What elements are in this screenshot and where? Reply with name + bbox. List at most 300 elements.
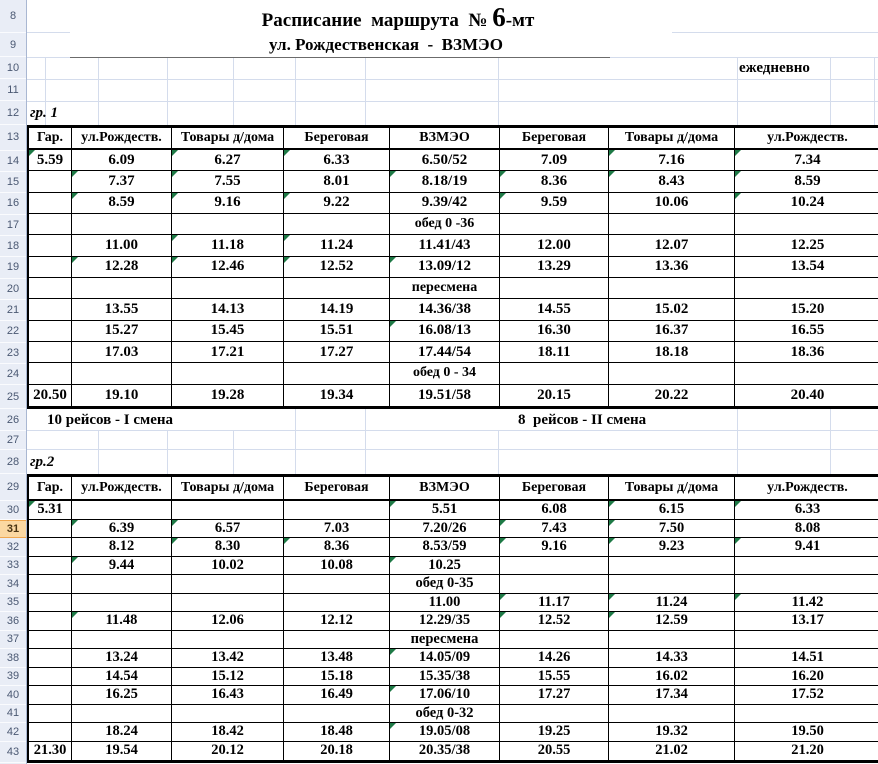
row-number-cell[interactable]: 9 (0, 33, 26, 57)
time-cell[interactable]: 15.18 (284, 668, 390, 687)
time-cell[interactable]: 10.06 (609, 193, 735, 214)
lunch-break-cell[interactable]: обед 0 -36 (390, 214, 500, 235)
time-cell[interactable]: 12.06 (172, 612, 284, 631)
time-cell[interactable]: 10.25 (390, 557, 500, 576)
group1-label-cell[interactable]: гр. 1 (30, 105, 59, 121)
empty-cell[interactable] (29, 278, 72, 299)
time-cell[interactable]: 20.12 (172, 742, 284, 761)
summary-shift1-cell[interactable]: 10 рейсов - I смена (47, 412, 174, 428)
time-cell[interactable]: 19.51/58 (390, 385, 500, 406)
time-cell[interactable]: 8.12 (72, 538, 172, 557)
time-cell[interactable]: 16.37 (609, 321, 735, 342)
column-header[interactable]: ул.Рождеств. (735, 128, 878, 150)
time-cell[interactable]: 7.09 (500, 150, 609, 171)
cell-error-marker-icon (735, 538, 741, 544)
row-number-cell[interactable]: 28 (0, 450, 26, 474)
empty-cell[interactable] (72, 705, 172, 724)
column-header[interactable]: Гар. (29, 477, 72, 501)
gridline (167, 430, 168, 474)
column-header[interactable]: Товары д/дома (172, 477, 284, 501)
time-cell[interactable]: 5.31 (29, 501, 72, 520)
time-cell[interactable]: 12.52 (284, 257, 390, 278)
time-cell[interactable]: 10.24 (735, 193, 878, 214)
row-number-cell[interactable]: 8 (0, 0, 26, 33)
row-number-cell[interactable]: 21 (0, 300, 26, 321)
time-cell[interactable]: 19.34 (284, 385, 390, 406)
group2-label-cell[interactable]: гр.2 (30, 454, 55, 470)
time-cell[interactable]: 20.18 (284, 742, 390, 761)
time-cell[interactable]: 14.26 (500, 649, 609, 668)
time-cell[interactable]: 12.29/35 (390, 612, 500, 631)
empty-cell[interactable] (29, 557, 72, 576)
time-cell[interactable]: 17.44/54 (390, 342, 500, 363)
time-cell[interactable]: 17.21 (172, 342, 284, 363)
time-cell[interactable]: 8.59 (72, 193, 172, 214)
time-cell[interactable]: 20.35/38 (390, 742, 500, 761)
cell-error-marker-icon (284, 150, 290, 156)
time-cell[interactable]: 15.20 (735, 299, 878, 320)
time-cell[interactable]: 6.08 (500, 501, 609, 520)
empty-cell[interactable] (609, 575, 735, 594)
time-cell[interactable]: 19.50 (735, 723, 878, 742)
summary-shift2-cell[interactable]: 8 рейсов - II смена (518, 412, 647, 428)
empty-cell[interactable] (735, 557, 878, 576)
row-number-cell[interactable]: 25 (0, 385, 26, 409)
row-number-cell[interactable]: 12 (0, 101, 26, 125)
time-cell[interactable]: 9.59 (500, 193, 609, 214)
time-cell[interactable]: 18.36 (735, 342, 878, 363)
time-cell[interactable]: 12.59 (609, 612, 735, 631)
empty-cell[interactable] (72, 575, 172, 594)
time-cell[interactable]: 9.44 (72, 557, 172, 576)
empty-cell[interactable] (29, 612, 72, 631)
time-cell[interactable]: 14.19 (284, 299, 390, 320)
column-header[interactable]: Береговая (284, 128, 390, 150)
time-cell[interactable]: 8.43 (609, 171, 735, 192)
row-number-cell[interactable]: 24 (0, 364, 26, 385)
cell-error-marker-icon (72, 612, 78, 618)
time-cell[interactable]: 19.28 (172, 385, 284, 406)
empty-cell[interactable] (172, 705, 284, 724)
time-cell[interactable]: 8.30 (172, 538, 284, 557)
cell-error-marker-icon (284, 257, 290, 263)
empty-cell[interactable] (29, 342, 72, 363)
empty-cell[interactable] (284, 278, 390, 299)
column-header[interactable]: ВЗМЭО (390, 128, 500, 150)
cell-error-marker-icon (172, 235, 178, 241)
time-cell[interactable]: 11.24 (284, 235, 390, 256)
empty-cell[interactable] (500, 575, 609, 594)
empty-cell[interactable] (29, 631, 72, 650)
row-number-cell[interactable]: 38 (0, 649, 26, 668)
row-number-cell[interactable]: 20 (0, 279, 26, 300)
empty-cell[interactable] (735, 631, 878, 650)
time-cell[interactable]: 15.35/38 (390, 668, 500, 687)
cell-error-marker-icon (72, 257, 78, 263)
time-cell[interactable]: 9.16 (500, 538, 609, 557)
time-cell[interactable]: 18.42 (172, 723, 284, 742)
row-number-cell[interactable]: 18 (0, 236, 26, 257)
cell-error-marker-icon (29, 150, 35, 156)
time-cell[interactable]: 19.05/08 (390, 723, 500, 742)
time-cell[interactable]: 19.25 (500, 723, 609, 742)
time-cell[interactable]: 20.55 (500, 742, 609, 761)
row-number-cell[interactable]: 10 (0, 57, 26, 79)
daily-note-cell[interactable]: ежедневно (739, 60, 810, 76)
lunch-break-cell[interactable]: обед 0-35 (390, 575, 500, 594)
row-number-cell[interactable]: 15 (0, 172, 26, 193)
time-cell[interactable]: 12.00 (500, 235, 609, 256)
gridline (737, 409, 738, 474)
time-cell[interactable]: 14.36/38 (390, 299, 500, 320)
empty-cell[interactable] (29, 668, 72, 687)
time-cell[interactable]: 8.36 (500, 171, 609, 192)
row-number-cell[interactable]: 27 (0, 431, 26, 450)
empty-cell[interactable] (609, 278, 735, 299)
time-cell[interactable]: 13.55 (72, 299, 172, 320)
time-cell[interactable]: 17.27 (500, 686, 609, 705)
empty-cell[interactable] (72, 501, 172, 520)
time-cell[interactable]: 17.06/10 (390, 686, 500, 705)
time-cell[interactable]: 5.59 (29, 150, 72, 171)
time-cell[interactable]: 20.15 (500, 385, 609, 406)
empty-cell[interactable] (172, 575, 284, 594)
title-text: Расписание маршрута № (261, 10, 493, 31)
time-cell[interactable]: 16.02 (609, 668, 735, 687)
empty-cell[interactable] (284, 575, 390, 594)
empty-cell[interactable] (72, 214, 172, 235)
schedule-table-group1 (27, 125, 878, 409)
empty-cell[interactable] (172, 631, 284, 650)
time-cell[interactable]: 7.16 (609, 150, 735, 171)
empty-cell[interactable] (284, 705, 390, 724)
empty-cell[interactable] (609, 705, 735, 724)
row-number-cell[interactable]: 23 (0, 343, 26, 364)
cell-error-marker-icon (390, 649, 396, 655)
empty-cell[interactable] (172, 594, 284, 613)
selected-row-number[interactable]: 31 (0, 520, 26, 539)
time-cell[interactable]: 11.48 (72, 612, 172, 631)
time-cell[interactable]: 11.00 (72, 235, 172, 256)
gridline (295, 409, 296, 474)
time-cell[interactable]: 16.08/13 (390, 321, 500, 342)
time-cell[interactable]: 10.02 (172, 557, 284, 576)
time-cell[interactable]: 9.39/42 (390, 193, 500, 214)
time-cell[interactable]: 11.18 (172, 235, 284, 256)
time-cell[interactable]: 9.16 (172, 193, 284, 214)
empty-cell[interactable] (72, 363, 172, 384)
empty-cell[interactable] (172, 501, 284, 520)
time-cell[interactable]: 6.50/52 (390, 150, 500, 171)
column-header[interactable]: ВЗМЭО (390, 477, 500, 501)
time-cell[interactable]: 7.43 (500, 520, 609, 539)
time-cell[interactable]: 13.09/12 (390, 257, 500, 278)
cell-error-marker-icon (72, 520, 78, 526)
gridline (498, 57, 499, 125)
time-cell[interactable]: 15.45 (172, 321, 284, 342)
lunch-break-cell[interactable]: обед 0-32 (390, 705, 500, 724)
time-cell[interactable]: 20.50 (29, 385, 72, 406)
time-cell[interactable]: 8.18/19 (390, 171, 500, 192)
empty-cell[interactable] (735, 363, 878, 384)
time-cell[interactable]: 17.27 (284, 342, 390, 363)
time-cell[interactable]: 12.12 (284, 612, 390, 631)
time-cell[interactable]: 21.30 (29, 742, 72, 761)
lunch-break-cell[interactable]: обед 0 - 34 (390, 363, 500, 384)
empty-cell[interactable] (609, 631, 735, 650)
empty-cell[interactable] (29, 649, 72, 668)
empty-cell[interactable] (29, 321, 72, 342)
time-cell[interactable]: 8.36 (284, 538, 390, 557)
empty-cell[interactable] (29, 363, 72, 384)
empty-cell[interactable] (609, 557, 735, 576)
cell-error-marker-icon (735, 501, 741, 507)
row-number-cell[interactable]: 22 (0, 321, 26, 342)
time-cell[interactable]: 16.55 (735, 321, 878, 342)
empty-cell[interactable] (284, 501, 390, 520)
cell-error-marker-icon (500, 171, 506, 177)
row-number-cell[interactable]: 30 (0, 501, 26, 520)
empty-cell[interactable] (72, 594, 172, 613)
empty-cell[interactable] (29, 686, 72, 705)
empty-cell[interactable] (29, 575, 72, 594)
row-number-cell[interactable]: 14 (0, 151, 26, 172)
cell-error-marker-icon (500, 520, 506, 526)
time-cell[interactable]: 9.41 (735, 538, 878, 557)
time-cell[interactable]: 17.03 (72, 342, 172, 363)
time-cell[interactable]: 7.03 (284, 520, 390, 539)
empty-cell[interactable] (284, 594, 390, 613)
time-cell[interactable]: 14.33 (609, 649, 735, 668)
time-cell[interactable]: 12.46 (172, 257, 284, 278)
time-cell[interactable]: 16.20 (735, 668, 878, 687)
time-cell[interactable]: 9.22 (284, 193, 390, 214)
empty-cell[interactable] (735, 705, 878, 724)
empty-cell[interactable] (172, 278, 284, 299)
empty-cell[interactable] (29, 520, 72, 539)
column-header[interactable]: ул.Рождеств. (72, 128, 172, 150)
time-cell[interactable]: 12.25 (735, 235, 878, 256)
empty-cell[interactable] (284, 631, 390, 650)
time-cell[interactable]: 6.15 (609, 501, 735, 520)
time-cell[interactable]: 5.51 (390, 501, 500, 520)
empty-cell[interactable] (72, 278, 172, 299)
row-number-cell[interactable]: 41 (0, 705, 26, 724)
time-cell[interactable]: 8.59 (735, 171, 878, 192)
cell-error-marker-icon (500, 594, 506, 600)
gridline (98, 430, 99, 474)
time-cell[interactable]: 9.23 (609, 538, 735, 557)
time-cell[interactable]: 6.09 (72, 150, 172, 171)
column-header[interactable]: ул.Рождеств. (735, 477, 878, 501)
row-number-cell[interactable]: 37 (0, 631, 26, 650)
time-cell[interactable]: 12.52 (500, 612, 609, 631)
title-suffix: -мт (505, 10, 535, 31)
time-cell[interactable]: 18.24 (72, 723, 172, 742)
time-cell[interactable]: 8.01 (284, 171, 390, 192)
time-cell[interactable]: 19.54 (72, 742, 172, 761)
time-cell[interactable]: 20.22 (609, 385, 735, 406)
time-cell[interactable]: 7.20/26 (390, 520, 500, 539)
cell-error-marker-icon (29, 501, 35, 507)
row-number-cell[interactable]: 35 (0, 594, 26, 613)
cell-error-marker-icon (390, 723, 396, 729)
time-cell[interactable]: 7.34 (735, 150, 878, 171)
subtitle-underline (70, 57, 610, 58)
time-cell[interactable]: 15.51 (284, 321, 390, 342)
cell-error-marker-icon (609, 171, 615, 177)
empty-cell[interactable] (29, 705, 72, 724)
empty-cell[interactable] (29, 723, 72, 742)
time-cell[interactable]: 15.02 (609, 299, 735, 320)
row-number-cell[interactable]: 16 (0, 193, 26, 214)
time-cell[interactable]: 14.54 (72, 668, 172, 687)
column-header[interactable]: Береговая (284, 477, 390, 501)
empty-cell[interactable] (29, 214, 72, 235)
time-cell[interactable]: 11.42 (735, 594, 878, 613)
empty-cell[interactable] (500, 214, 609, 235)
cell-error-marker-icon (390, 686, 396, 692)
empty-cell[interactable] (72, 631, 172, 650)
empty-cell[interactable] (29, 235, 72, 256)
row-number-cell[interactable]: 13 (0, 125, 26, 151)
time-cell[interactable]: 13.42 (172, 649, 284, 668)
time-cell[interactable]: 11.17 (500, 594, 609, 613)
empty-cell[interactable] (609, 214, 735, 235)
subtitle-cell[interactable]: ул. Рождественская - ВЗМЭО (268, 35, 503, 54)
time-cell[interactable]: 14.05/09 (390, 649, 500, 668)
time-cell[interactable]: 8.08 (735, 520, 878, 539)
time-cell[interactable]: 11.00 (390, 594, 500, 613)
time-cell[interactable]: 6.33 (735, 501, 878, 520)
time-cell[interactable]: 13.29 (500, 257, 609, 278)
time-cell[interactable]: 10.08 (284, 557, 390, 576)
time-cell[interactable]: 13.17 (735, 612, 878, 631)
column-header[interactable]: Товары д/дома (609, 477, 735, 501)
gridline (27, 449, 878, 450)
empty-cell[interactable] (29, 299, 72, 320)
time-cell[interactable]: 11.24 (609, 594, 735, 613)
cell-error-marker-icon (500, 538, 506, 544)
empty-cell[interactable] (500, 557, 609, 576)
time-cell[interactable]: 19.32 (609, 723, 735, 742)
row-number-cell[interactable]: 11 (0, 79, 26, 101)
time-cell[interactable]: 13.54 (735, 257, 878, 278)
empty-cell[interactable] (29, 193, 72, 214)
cell-error-marker-icon (609, 501, 615, 507)
row-number-cell[interactable]: 33 (0, 557, 26, 576)
time-cell[interactable]: 18.18 (609, 342, 735, 363)
empty-cell[interactable] (609, 363, 735, 384)
shift-change-cell[interactable]: пересмена (390, 631, 500, 650)
empty-cell[interactable] (284, 363, 390, 384)
empty-cell[interactable] (172, 214, 284, 235)
time-cell[interactable]: 16.25 (72, 686, 172, 705)
time-cell[interactable]: 6.33 (284, 150, 390, 171)
time-cell[interactable]: 21.02 (609, 742, 735, 761)
row-number-cell[interactable]: 26 (0, 409, 26, 431)
time-cell[interactable]: 18.48 (284, 723, 390, 742)
row-number-cell[interactable]: 19 (0, 257, 26, 278)
time-cell[interactable]: 8.53/59 (390, 538, 500, 557)
column-header[interactable]: Товары д/дома (172, 128, 284, 150)
row-number-cell[interactable]: 42 (0, 723, 26, 742)
time-cell[interactable]: 14.13 (172, 299, 284, 320)
time-cell[interactable]: 12.07 (609, 235, 735, 256)
empty-cell[interactable] (284, 214, 390, 235)
column-header[interactable]: Гар. (29, 128, 72, 150)
row-number-cell[interactable]: 34 (0, 575, 26, 594)
time-cell[interactable]: 14.51 (735, 649, 878, 668)
empty-cell[interactable] (500, 705, 609, 724)
column-header[interactable]: ул.Рождеств. (72, 477, 172, 501)
time-cell[interactable]: 7.37 (72, 171, 172, 192)
empty-cell[interactable] (29, 257, 72, 278)
time-cell[interactable]: 14.55 (500, 299, 609, 320)
row-number-cell[interactable]: 32 (0, 538, 26, 557)
time-cell[interactable]: 15.12 (172, 668, 284, 687)
time-cell[interactable]: 21.20 (791, 742, 824, 759)
empty-cell[interactable] (29, 538, 72, 557)
time-cell[interactable]: 17.34 (609, 686, 735, 705)
time-cell[interactable]: 16.43 (172, 686, 284, 705)
time-cell[interactable]: 16.49 (284, 686, 390, 705)
time-cell[interactable]: 6.39 (72, 520, 172, 539)
row-number-cell[interactable]: 36 (0, 612, 26, 631)
time-cell[interactable]: 17.52 (735, 686, 878, 705)
empty-cell[interactable] (500, 278, 609, 299)
cell-error-marker-icon (390, 501, 396, 507)
time-cell[interactable]: 19.10 (72, 385, 172, 406)
time-cell[interactable]: 13.24 (72, 649, 172, 668)
empty-cell[interactable] (172, 363, 284, 384)
time-cell[interactable]: 15.55 (500, 668, 609, 687)
row-number-cell[interactable]: 43 (0, 742, 26, 764)
time-cell[interactable]: 11.41/43 (390, 235, 500, 256)
cell-error-marker-icon (72, 557, 78, 563)
row-number-cell[interactable]: 17 (0, 215, 26, 236)
empty-cell[interactable] (29, 594, 72, 613)
title-cell[interactable] (27, 1, 769, 33)
cell-error-marker-icon (284, 193, 290, 199)
empty-cell[interactable] (735, 214, 878, 235)
empty-cell[interactable] (735, 278, 878, 299)
time-cell[interactable]: 6.27 (172, 150, 284, 171)
time-cell[interactable]: 20.40 (790, 386, 825, 403)
shift-change-cell[interactable]: пересмена (390, 278, 500, 299)
row-number-cell[interactable]: 39 (0, 668, 26, 687)
time-cell[interactable]: 12.28 (72, 257, 172, 278)
empty-cell[interactable] (29, 171, 72, 192)
time-cell[interactable]: 6.57 (172, 520, 284, 539)
column-header[interactable]: Береговая (500, 477, 609, 501)
time-cell[interactable]: 13.48 (284, 649, 390, 668)
time-cell[interactable]: 18.11 (500, 342, 609, 363)
time-cell[interactable]: 13.36 (609, 257, 735, 278)
row-number-cell[interactable]: 40 (0, 686, 26, 705)
empty-cell[interactable] (500, 631, 609, 650)
column-header[interactable]: Товары д/дома (609, 128, 735, 150)
time-cell[interactable]: 15.27 (72, 321, 172, 342)
time-cell[interactable]: 7.55 (172, 171, 284, 192)
column-header[interactable]: Береговая (500, 128, 609, 150)
cell-error-marker-icon (609, 538, 615, 544)
time-cell[interactable]: 7.50 (609, 520, 735, 539)
empty-cell[interactable] (735, 575, 878, 594)
row-number-cell[interactable]: 29 (0, 474, 26, 501)
time-cell[interactable]: 16.30 (500, 321, 609, 342)
empty-cell[interactable] (500, 363, 609, 384)
